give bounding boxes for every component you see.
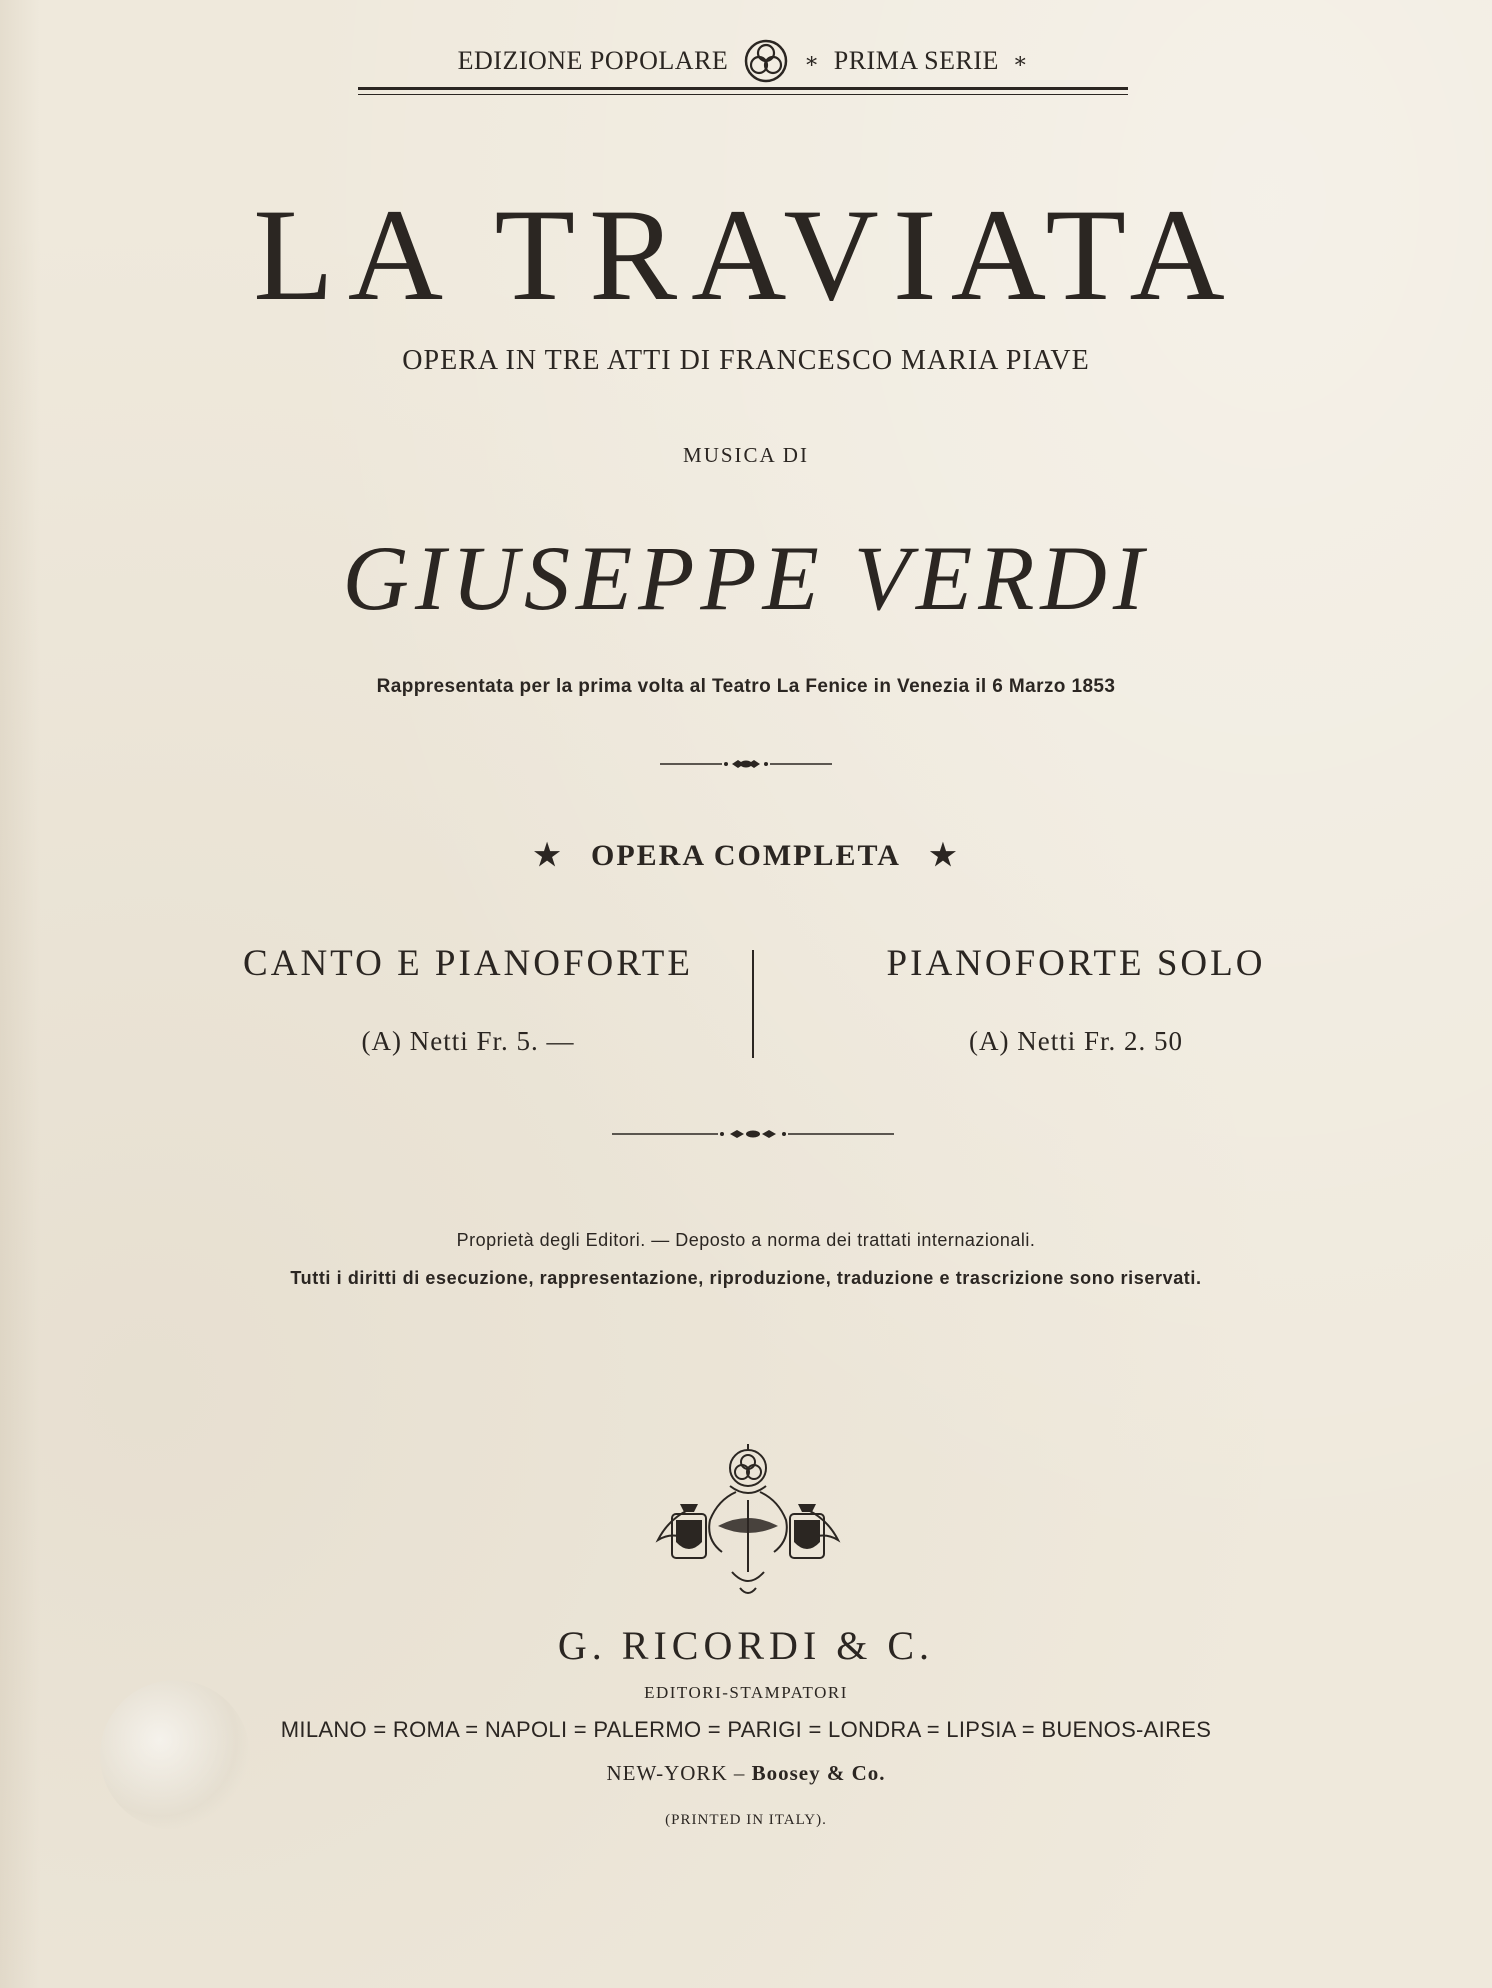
publisher-role: EDITORI-STAMPATORI bbox=[644, 1683, 848, 1702]
complete-opera-heading bbox=[0, 838, 1492, 873]
edition-label: EDIZIONE POPOLARE bbox=[457, 46, 729, 75]
edition-price: (A) Netti Fr. 2. 50 bbox=[969, 1026, 1183, 1056]
star-icon: ★ bbox=[929, 839, 959, 872]
composer-name: GIUSEPPE VERDI bbox=[342, 527, 1150, 629]
series-band bbox=[358, 36, 1128, 86]
rights-reserved: Tutti i diritti di esecuzione, rappresentazione, riproduzione, traduzione e trascrizione sono riservati. bbox=[290, 1268, 1202, 1288]
music-by-label: MUSICA DI bbox=[683, 443, 809, 467]
edition-name: PIANOFORTE SOLO bbox=[886, 943, 1266, 984]
asterisk-icon: ∗ bbox=[804, 48, 820, 73]
edition-price: (A) Netti Fr. 5. — bbox=[361, 1026, 575, 1056]
star-icon: ★ bbox=[533, 839, 563, 872]
subtitle: OPERA IN TRE ATTI DI FRANCESCO MARIA PIAVE bbox=[402, 345, 1090, 376]
rights-notice: Proprietà degli Editori. — Deposto a norma dei trattati internazionali. bbox=[456, 1230, 1036, 1250]
embossed-seal bbox=[100, 1680, 250, 1830]
divider-ornament-icon bbox=[660, 756, 832, 777]
publisher-name: G. RICORDI & C. bbox=[557, 1623, 935, 1668]
divider-ornament-icon bbox=[612, 1126, 894, 1147]
header-rule-thin bbox=[358, 94, 1128, 95]
column-divider bbox=[752, 950, 754, 1058]
series-label: PRIMA SERIE bbox=[833, 46, 999, 75]
premiere-note: Rappresentata per la prima volta al Teatro La Fenice in Venezia il 6 Marzo 1853 bbox=[376, 676, 1116, 697]
header-rule bbox=[358, 87, 1128, 90]
asterisk-icon: ∗ bbox=[1012, 48, 1029, 73]
ricordi-knot-icon bbox=[742, 38, 790, 84]
newyork-label: NEW-YORK – bbox=[606, 1761, 746, 1785]
complete-opera-label: OPERA COMPLETA bbox=[591, 839, 901, 872]
page-title: LA TRAVIATA bbox=[253, 181, 1239, 328]
ricordi-crest-icon bbox=[648, 1440, 848, 1605]
edition-name: CANTO E PIANOFORTE bbox=[243, 943, 693, 984]
boosey-label: Boosey & Co. bbox=[751, 1761, 886, 1785]
printed-in-italy: (PRINTED IN ITALY). bbox=[665, 1812, 827, 1828]
publisher-cities: MILANO = ROMA = NAPOLI = PALERMO = PARIGI = LONDRA = LIPSIA = BUENOS-AIRES bbox=[280, 1717, 1212, 1742]
